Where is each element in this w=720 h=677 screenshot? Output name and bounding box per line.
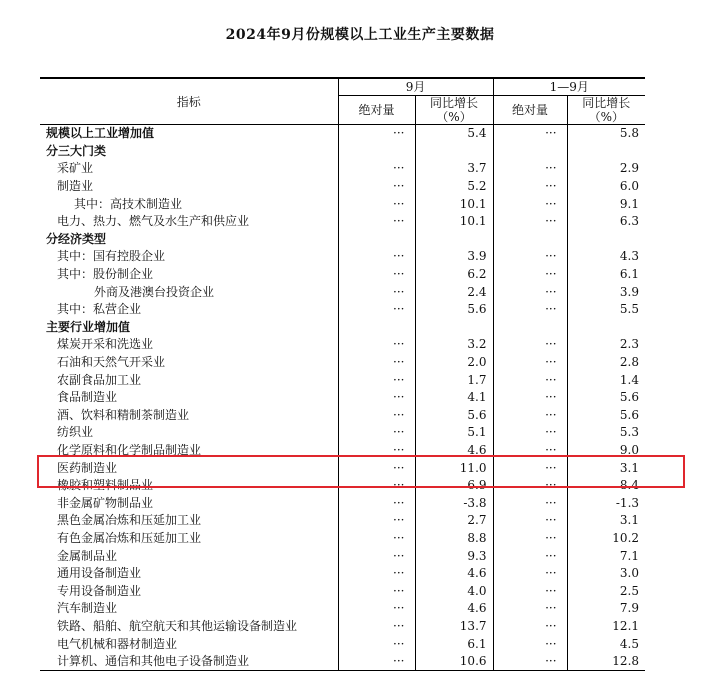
ytd-abs-cell: ··· — [493, 125, 567, 143]
month-abs-cell: ··· — [338, 354, 415, 372]
row-name: 汽车制造业 — [57, 601, 118, 616]
ytd-yoy-cell: 5.8 — [567, 125, 645, 143]
ytd-yoy-cell: 4.5 — [567, 635, 645, 653]
month-yoy-cell: 10.1 — [415, 213, 493, 231]
table-row — [40, 160, 645, 178]
ytd-abs-cell: ··· — [493, 371, 567, 389]
table-row — [40, 494, 645, 512]
table-header — [40, 78, 645, 125]
ytd-yoy-cell: 6.3 — [567, 213, 645, 231]
month-yoy-cell: 6.2 — [415, 266, 493, 284]
ytd-abs-cell — [493, 319, 567, 337]
ytd-yoy-cell: 3.1 — [567, 512, 645, 530]
ytd-abs-cell: ··· — [493, 618, 567, 636]
month-abs-cell — [338, 143, 415, 161]
row-name: 采矿业 — [57, 161, 94, 176]
row-name: 其中：国有控股企业 — [57, 249, 166, 264]
ytd-abs-cell: ··· — [493, 424, 567, 442]
row-name: 农副食品加工业 — [57, 372, 142, 387]
ytd-abs-cell: ··· — [493, 248, 567, 266]
ytd-abs-cell: ··· — [493, 442, 567, 460]
month-abs-cell: ··· — [338, 618, 415, 636]
ytd-yoy-cell: 5.5 — [567, 301, 645, 319]
row-name: 橡胶和塑料制品业 — [57, 478, 154, 493]
month-yoy-cell: 8.8 — [415, 530, 493, 548]
row-name: 医药制造业 — [57, 460, 118, 475]
table-row — [40, 407, 645, 425]
ytd-abs-cell: ··· — [493, 477, 567, 495]
month-abs-cell: ··· — [338, 213, 415, 231]
indicator-header: 指标 — [40, 78, 338, 125]
month-yoy-cell: 9.3 — [415, 547, 493, 565]
month-abs-cell: ··· — [338, 582, 415, 600]
table-row — [40, 125, 645, 143]
month-abs-cell: ··· — [338, 459, 415, 477]
ytd-abs-cell: ··· — [493, 653, 567, 671]
row-name: 分三大门类 — [46, 143, 107, 158]
ytd-group-header: 1—9月 — [493, 78, 645, 96]
row-name: 计算机、通信和其他电子设备制造业 — [40, 653, 338, 671]
month-abs-cell: ··· — [338, 424, 415, 442]
month-yoy-cell: 2.7 — [415, 512, 493, 530]
ytd-abs-cell: ··· — [493, 389, 567, 407]
row-name: 食品制造业 — [57, 390, 118, 405]
month-yoy-cell: 3.7 — [415, 160, 493, 178]
month-abs-cell: ··· — [338, 266, 415, 284]
month-abs-cell: ··· — [338, 565, 415, 583]
ytd-abs-cell: ··· — [493, 301, 567, 319]
ytd-yoy-cell: 10.2 — [567, 530, 645, 548]
page-title: 2024年9月份规模以上工业生产主要数据 — [225, 27, 495, 43]
table-row — [40, 582, 645, 600]
month-abs-cell: ··· — [338, 494, 415, 512]
month-yoy-cell: 4.6 — [415, 442, 493, 460]
month-abs-header: 绝对量 — [338, 96, 415, 125]
month-yoy-cell: 6.9 — [415, 477, 493, 495]
ytd-yoy-cell: 7.1 — [567, 547, 645, 565]
month-yoy-cell: 2.0 — [415, 354, 493, 372]
ytd-yoy-cell: 4.3 — [567, 248, 645, 266]
ytd-abs-cell — [493, 231, 567, 249]
ytd-yoy-cell: 8.4 — [567, 477, 645, 495]
month-abs-cell: ··· — [338, 635, 415, 653]
row-name: 其中：高技术制造业 — [74, 196, 183, 211]
month-yoy-cell: 1.7 — [415, 371, 493, 389]
ytd-abs-cell: ··· — [493, 178, 567, 196]
row-name: 黑色金属冶炼和压延加工业 — [57, 513, 202, 528]
table-row — [40, 319, 645, 337]
ytd-yoy-header: 同比增长 （%） — [567, 96, 645, 125]
month-yoy-cell: 5.1 — [415, 424, 493, 442]
table-row — [40, 389, 645, 407]
ytd-yoy-cell: 6.1 — [567, 266, 645, 284]
ytd-yoy-cell: 5.3 — [567, 424, 645, 442]
row-name: 专用设备制造业 — [57, 583, 142, 598]
row-name: 铁路、船舶、航空航天和其他运输设备制造业 — [57, 618, 298, 633]
ytd-yoy-cell: 5.6 — [567, 407, 645, 425]
row-name: 非金属矿物制品业 — [57, 495, 154, 510]
row-name: 电气机械和器材制造业 — [57, 636, 178, 651]
table-row — [40, 195, 645, 213]
ytd-yoy-cell: 3.1 — [567, 459, 645, 477]
month-abs-cell: ··· — [338, 547, 415, 565]
month-yoy-cell: 4.1 — [415, 389, 493, 407]
table-row — [40, 600, 645, 618]
row-name: 通用设备制造业 — [57, 566, 142, 581]
table-row — [40, 530, 645, 548]
month-abs-cell: ··· — [338, 301, 415, 319]
ytd-abs-cell: ··· — [493, 530, 567, 548]
month-yoy-cell: 5.6 — [415, 407, 493, 425]
row-name: 其中：私营企业 — [57, 302, 142, 317]
table-body — [40, 125, 645, 671]
table-row — [40, 301, 645, 319]
table-row — [40, 547, 645, 565]
ytd-abs-header: 绝对量 — [493, 96, 567, 125]
table-row — [40, 248, 645, 266]
ytd-yoy-cell — [567, 319, 645, 337]
row-name: 外商及港澳台投资企业 — [94, 284, 215, 299]
row-name: 其中：股份制企业 — [57, 267, 154, 282]
ytd-yoy-cell: 9.0 — [567, 442, 645, 460]
month-yoy-cell: 4.6 — [415, 600, 493, 618]
month-yoy-cell: 5.2 — [415, 178, 493, 196]
row-name: 制造业 — [57, 179, 94, 194]
table-row — [40, 371, 645, 389]
month-yoy-cell: 4.6 — [415, 565, 493, 583]
ytd-yoy-cell: 2.5 — [567, 582, 645, 600]
month-abs-cell: ··· — [338, 336, 415, 354]
row-name: 煤炭开采和洗选业 — [57, 337, 154, 352]
row-name: 酒、饮料和精制茶制造业 — [57, 407, 190, 422]
month-yoy-cell: 3.9 — [415, 248, 493, 266]
ytd-abs-cell: ··· — [493, 600, 567, 618]
ytd-abs-cell — [493, 143, 567, 161]
table-row — [40, 266, 645, 284]
table-row — [40, 231, 645, 249]
month-abs-cell: ··· — [338, 125, 415, 143]
row-name: 纺织业 — [57, 425, 94, 440]
month-abs-cell: ··· — [338, 600, 415, 618]
ytd-yoy-cell: 12.8 — [567, 653, 645, 671]
ytd-abs-cell: ··· — [493, 407, 567, 425]
ytd-abs-cell: ··· — [493, 582, 567, 600]
month-abs-cell: ··· — [338, 512, 415, 530]
table-row — [40, 477, 645, 495]
month-abs-cell: ··· — [338, 178, 415, 196]
table-row — [40, 565, 645, 583]
month-abs-cell: ··· — [338, 371, 415, 389]
table-row — [40, 424, 645, 442]
row-name: 电力、热力、燃气及水生产和供应业 — [57, 214, 250, 229]
table-row — [40, 143, 645, 161]
ytd-abs-cell: ··· — [493, 547, 567, 565]
table-row — [40, 459, 645, 477]
month-abs-cell: ··· — [338, 407, 415, 425]
month-yoy-header: 同比增长 （%） — [415, 96, 493, 125]
table-row — [40, 442, 645, 460]
month-yoy-cell: 11.0 — [415, 459, 493, 477]
ytd-yoy-cell — [567, 143, 645, 161]
ytd-yoy-cell: 2.9 — [567, 160, 645, 178]
table-row — [40, 653, 645, 671]
month-abs-cell: ··· — [338, 477, 415, 495]
ytd-yoy-cell: 2.3 — [567, 336, 645, 354]
row-name: 分经济类型 — [46, 231, 107, 246]
month-yoy-cell — [415, 319, 493, 337]
ytd-abs-cell: ··· — [493, 565, 567, 583]
month-yoy-cell: 4.0 — [415, 582, 493, 600]
month-yoy-cell: 3.2 — [415, 336, 493, 354]
ytd-yoy-cell: 9.1 — [567, 195, 645, 213]
table-row — [40, 635, 645, 653]
month-abs-cell — [338, 231, 415, 249]
month-yoy-cell: 6.1 — [415, 635, 493, 653]
month-abs-cell: ··· — [338, 283, 415, 301]
ytd-abs-cell: ··· — [493, 336, 567, 354]
month-yoy-cell — [415, 231, 493, 249]
ytd-yoy-cell: -1.3 — [567, 494, 645, 512]
ytd-abs-cell: ··· — [493, 160, 567, 178]
ytd-yoy-cell — [567, 231, 645, 249]
table-row — [40, 512, 645, 530]
month-yoy-cell: 13.7 — [415, 618, 493, 636]
table-row — [40, 213, 645, 231]
row-name: 主要行业增加值 — [46, 319, 131, 334]
month-yoy-cell: 5.6 — [415, 301, 493, 319]
month-yoy-cell: 10.6 — [415, 653, 493, 671]
month-yoy-cell: -3.8 — [415, 494, 493, 512]
stats-table — [40, 77, 645, 671]
row-name: 金属制品业 — [57, 548, 118, 563]
row-name: 规模以上工业增加值 — [46, 126, 155, 141]
month-abs-cell: ··· — [338, 195, 415, 213]
ytd-yoy-cell: 5.6 — [567, 389, 645, 407]
ytd-abs-cell: ··· — [493, 635, 567, 653]
table-row — [40, 178, 645, 196]
month-yoy-cell: 2.4 — [415, 283, 493, 301]
ytd-abs-cell: ··· — [493, 283, 567, 301]
ytd-abs-cell: ··· — [493, 354, 567, 372]
row-name: 化学原料和化学制品制造业 — [57, 442, 202, 457]
ytd-abs-cell: ··· — [493, 266, 567, 284]
table-row — [40, 336, 645, 354]
month-abs-cell: ··· — [338, 160, 415, 178]
ytd-abs-cell: ··· — [493, 213, 567, 231]
month-abs-cell: ··· — [338, 530, 415, 548]
ytd-yoy-cell: 3.0 — [567, 565, 645, 583]
row-name: 石油和天然气开采业 — [57, 355, 166, 370]
table-row — [40, 354, 645, 372]
ytd-yoy-cell: 1.4 — [567, 371, 645, 389]
month-yoy-cell — [415, 143, 493, 161]
table-row — [40, 618, 645, 636]
ytd-abs-cell: ··· — [493, 512, 567, 530]
ytd-yoy-cell: 7.9 — [567, 600, 645, 618]
month-group-header: 9月 — [338, 78, 493, 96]
table-row — [40, 283, 645, 301]
row-name: 有色金属冶炼和压延加工业 — [57, 530, 202, 545]
month-yoy-cell: 10.1 — [415, 195, 493, 213]
ytd-yoy-cell: 3.9 — [567, 283, 645, 301]
month-abs-cell: ··· — [338, 389, 415, 407]
ytd-yoy-cell: 12.1 — [567, 618, 645, 636]
month-abs-cell: ··· — [338, 442, 415, 460]
ytd-abs-cell: ··· — [493, 459, 567, 477]
month-abs-cell: ··· — [338, 653, 415, 671]
ytd-abs-cell: ··· — [493, 195, 567, 213]
ytd-yoy-cell: 2.8 — [567, 354, 645, 372]
month-abs-cell: ··· — [338, 248, 415, 266]
ytd-yoy-cell: 6.0 — [567, 178, 645, 196]
month-abs-cell — [338, 319, 415, 337]
month-yoy-cell: 5.4 — [415, 125, 493, 143]
ytd-abs-cell: ··· — [493, 494, 567, 512]
